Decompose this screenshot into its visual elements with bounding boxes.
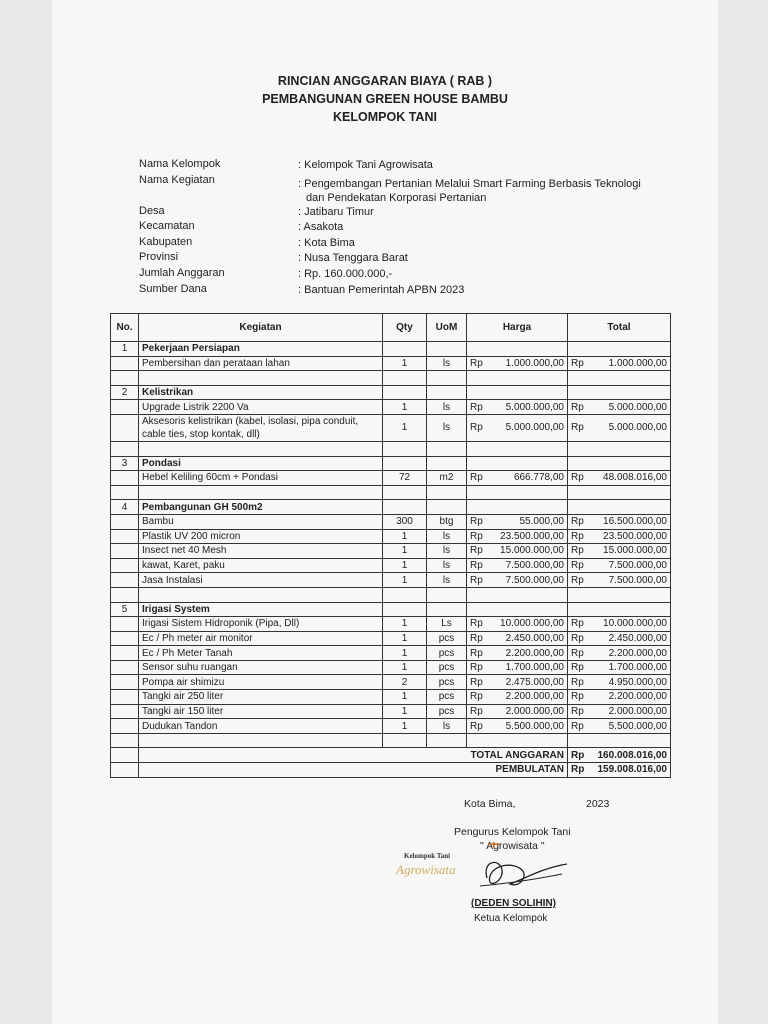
info-label-provinsi: Provinsi <box>139 251 179 263</box>
item-harga: 7.500.000,00 <box>495 558 568 573</box>
table-row <box>111 529 671 544</box>
table-cell-empty <box>427 371 467 386</box>
item-harga: 55.000,00 <box>495 514 568 529</box>
item-uom: pcs <box>427 660 467 675</box>
section-name: Kelistrikan <box>139 385 383 400</box>
table-row <box>111 414 671 441</box>
signer-role: Ketua Kelompok <box>474 913 548 924</box>
item-harga-currency: Rp <box>467 675 495 690</box>
table-cell-empty <box>467 385 568 400</box>
item-name: Tangki air 150 liter <box>139 704 383 719</box>
item-harga: 2.475.000,00 <box>495 675 568 690</box>
table-cell-empty <box>495 733 568 748</box>
table-cell-empty <box>427 733 467 748</box>
item-total-currency: Rp <box>568 558 592 573</box>
item-number <box>111 704 139 719</box>
section-number: 1 <box>111 342 139 357</box>
table-cell-empty <box>427 602 467 617</box>
table-cell-empty <box>139 587 383 602</box>
footer-org-line2: " Agrowisata " <box>480 840 545 852</box>
item-qty: 1 <box>383 690 427 705</box>
total-anggaran-label: TOTAL ANGGARAN <box>139 748 568 763</box>
item-harga: 10.000.000,00 <box>495 617 568 632</box>
document-page <box>52 0 718 1024</box>
table-cell-empty <box>592 733 671 748</box>
table-cell-empty <box>568 371 592 386</box>
table-cell-empty <box>427 500 467 515</box>
item-qty: 300 <box>383 514 427 529</box>
item-total: 5.500.000,00 <box>592 719 671 734</box>
section-name: Irigasi System <box>139 602 383 617</box>
item-name: Bambu <box>139 514 383 529</box>
table-row <box>111 719 671 734</box>
table-cell-empty <box>111 371 139 386</box>
item-number <box>111 660 139 675</box>
header-total: Total <box>568 314 671 342</box>
stamp-and-signature <box>382 840 572 900</box>
table-cell-empty <box>383 456 427 471</box>
stamp-line1: Kelompok Tani <box>404 852 451 860</box>
item-name: Dudukan Tandon <box>139 719 383 734</box>
table-cell-empty <box>568 500 671 515</box>
pembulatan-value: 159.008.016,00 <box>592 763 671 778</box>
table-cell-empty <box>568 441 592 456</box>
item-uom: pcs <box>427 646 467 661</box>
item-number <box>111 356 139 371</box>
table-cell-empty <box>383 441 427 456</box>
item-total: 10.000.000,00 <box>592 617 671 632</box>
item-total: 16.500.000,00 <box>592 514 671 529</box>
table-body <box>111 342 671 778</box>
info-label-jumlah-anggaran: Jumlah Anggaran <box>139 267 225 279</box>
table-cell-empty <box>427 587 467 602</box>
item-total: 1.700.000,00 <box>592 660 671 675</box>
info-label-nama-kegiatan: Nama Kegiatan <box>139 174 215 186</box>
section-number: 5 <box>111 602 139 617</box>
item-total-currency: Rp <box>568 529 592 544</box>
info-value-nama-kegiatan-cont: dan Pendekatan Korporasi Pertanian <box>306 192 487 204</box>
item-harga-currency: Rp <box>467 617 495 632</box>
item-number <box>111 646 139 661</box>
item-qty: 1 <box>383 631 427 646</box>
item-harga-currency: Rp <box>467 514 495 529</box>
item-total-currency: Rp <box>568 646 592 661</box>
item-total-currency: Rp <box>568 719 592 734</box>
item-number <box>111 690 139 705</box>
item-harga: 2.000.000,00 <box>495 704 568 719</box>
info-value-jumlah-anggaran: : Rp. 160.000.000,- <box>298 268 393 280</box>
item-uom: btg <box>427 514 467 529</box>
item-uom: Ls <box>427 617 467 632</box>
info-value-kabupaten: : Kota Bima <box>298 237 355 249</box>
item-total-currency: Rp <box>568 356 592 371</box>
item-qty: 1 <box>383 573 427 588</box>
info-label-sumber-dana: Sumber Dana <box>139 283 207 295</box>
item-qty: 1 <box>383 400 427 415</box>
item-harga: 2.200.000,00 <box>495 690 568 705</box>
table-row <box>111 631 671 646</box>
pembulatan-row <box>111 763 671 778</box>
item-uom: ls <box>427 414 467 441</box>
item-harga-currency: Rp <box>467 690 495 705</box>
item-total: 5.000.000,00 <box>592 414 671 441</box>
item-harga: 1.700.000,00 <box>495 660 568 675</box>
info-value-nama-kegiatan: : Pengembangan Pertanian Melalui Smart Farming Berbasis Teknologi <box>298 178 641 190</box>
item-number <box>111 529 139 544</box>
info-label-kabupaten: Kabupaten <box>139 236 193 248</box>
item-total: 5.000.000,00 <box>592 400 671 415</box>
item-qty: 72 <box>383 471 427 486</box>
info-value-desa: : Jatibaru Timur <box>298 206 374 218</box>
section-name: Pembangunan GH 500m2 <box>139 500 383 515</box>
table-cell-empty <box>568 385 671 400</box>
table-cell-empty <box>467 733 495 748</box>
item-name: Upgrade Listrik 2200 Va <box>139 400 383 415</box>
table-cell-empty <box>427 385 467 400</box>
item-qty: 1 <box>383 617 427 632</box>
header-harga: Harga <box>467 314 568 342</box>
item-uom: ls <box>427 529 467 544</box>
table-cell-empty <box>383 602 427 617</box>
item-total-currency: Rp <box>568 471 592 486</box>
item-total-currency: Rp <box>568 617 592 632</box>
item-name: kawat, Karet, paku <box>139 558 383 573</box>
table-cell-empty <box>383 587 427 602</box>
item-uom: ls <box>427 356 467 371</box>
table-row-section <box>111 500 671 515</box>
item-harga-currency: Rp <box>467 529 495 544</box>
info-label-desa: Desa <box>139 205 165 217</box>
header-no: No. <box>111 314 139 342</box>
table-row <box>111 544 671 559</box>
item-qty: 1 <box>383 704 427 719</box>
item-uom: ls <box>427 573 467 588</box>
item-harga-currency: Rp <box>467 414 495 441</box>
item-name: Sensor suhu ruangan <box>139 660 383 675</box>
table-row-section <box>111 456 671 471</box>
item-total-currency: Rp <box>568 573 592 588</box>
table-cell-empty <box>383 733 427 748</box>
item-number <box>111 471 139 486</box>
item-total: 4.950.000,00 <box>592 675 671 690</box>
item-harga-currency: Rp <box>467 356 495 371</box>
table-row <box>111 660 671 675</box>
table-row <box>111 675 671 690</box>
table-cell-empty <box>568 456 671 471</box>
table-row <box>111 558 671 573</box>
item-qty: 1 <box>383 529 427 544</box>
section-name: Pondasi <box>139 456 383 471</box>
item-total: 2.450.000,00 <box>592 631 671 646</box>
item-total: 15.000.000,00 <box>592 544 671 559</box>
item-total: 7.500.000,00 <box>592 558 671 573</box>
item-qty: 1 <box>383 719 427 734</box>
item-total-currency: Rp <box>568 631 592 646</box>
item-name: Jasa Instalasi <box>139 573 383 588</box>
item-harga: 23.500.000,00 <box>495 529 568 544</box>
section-number: 2 <box>111 385 139 400</box>
table-row <box>111 400 671 415</box>
item-qty: 1 <box>383 660 427 675</box>
table-row <box>111 514 671 529</box>
doc-title-line2: PEMBANGUNAN GREEN HOUSE BAMBU <box>262 92 508 106</box>
table-cell-empty <box>568 485 592 500</box>
header-qty: Qty <box>383 314 427 342</box>
total-anggaran-value: 160.008.016,00 <box>592 748 671 763</box>
total-anggaran-row <box>111 748 671 763</box>
item-total-currency: Rp <box>568 414 592 441</box>
table-cell-empty <box>427 485 467 500</box>
stamp-line2: Agrowisata <box>396 862 456 877</box>
section-name: Pekerjaan Persiapan <box>139 342 383 357</box>
info-value-sumber-dana: : Bantuan Pemerintah APBN 2023 <box>298 284 465 296</box>
table-cell-empty <box>592 485 671 500</box>
item-harga-currency: Rp <box>467 660 495 675</box>
item-total: 2.200.000,00 <box>592 646 671 661</box>
table-cell-empty <box>495 485 568 500</box>
table-cell-empty <box>592 371 671 386</box>
table-cell-empty <box>592 441 671 456</box>
item-harga: 5.000.000,00 <box>495 414 568 441</box>
item-qty: 1 <box>383 414 427 441</box>
item-name: Plastik UV 200 micron <box>139 529 383 544</box>
item-harga-currency: Rp <box>467 400 495 415</box>
item-total-currency: Rp <box>568 675 592 690</box>
doc-title-line1: RINCIAN ANGGARAN BIAYA ( RAB ) <box>277 74 493 88</box>
table-cell-empty <box>467 371 495 386</box>
total-anggaran-currency: Rp <box>568 748 592 763</box>
item-qty: 1 <box>383 646 427 661</box>
table-cell-empty <box>139 733 383 748</box>
item-harga: 2.450.000,00 <box>495 631 568 646</box>
table-cell-empty <box>467 485 495 500</box>
item-name: Pembersihan dan perataan lahan <box>139 356 383 371</box>
item-uom: m2 <box>427 471 467 486</box>
table-cell-empty <box>139 485 383 500</box>
table-cell-empty <box>383 385 427 400</box>
table-row-section <box>111 385 671 400</box>
table-cell-empty <box>467 441 495 456</box>
item-harga: 5.000.000,00 <box>495 400 568 415</box>
signer-name: (DEDEN SOLIHIN) <box>471 898 556 909</box>
item-harga: 7.500.000,00 <box>495 573 568 588</box>
table-cell-empty <box>111 733 139 748</box>
item-qty: 1 <box>383 558 427 573</box>
item-harga-currency: Rp <box>467 544 495 559</box>
footer-place: Kota Bima, <box>464 798 516 810</box>
table-row-spacer <box>111 441 671 456</box>
item-total: 23.500.000,00 <box>592 529 671 544</box>
item-harga-currency: Rp <box>467 471 495 486</box>
item-harga-currency: Rp <box>467 558 495 573</box>
item-uom: pcs <box>427 690 467 705</box>
item-name: Ec / Ph meter air monitor <box>139 631 383 646</box>
budget-table <box>110 313 671 778</box>
table-cell-empty <box>139 441 383 456</box>
table-cell-empty <box>495 441 568 456</box>
table-row-spacer <box>111 485 671 500</box>
table-row-section <box>111 342 671 357</box>
item-total-currency: Rp <box>568 690 592 705</box>
table-row <box>111 573 671 588</box>
table-row-spacer <box>111 587 671 602</box>
item-number <box>111 514 139 529</box>
table-row <box>111 356 671 371</box>
item-total-currency: Rp <box>568 544 592 559</box>
item-harga: 2.200.000,00 <box>495 646 568 661</box>
table-cell-empty <box>568 587 592 602</box>
table-row <box>111 704 671 719</box>
table-cell-empty <box>427 456 467 471</box>
item-name: Aksesoris kelistrikan (kabel, isolasi, pipa conduit, cable ties, stop kontak, dll) <box>139 414 383 441</box>
item-harga: 5.500.000,00 <box>495 719 568 734</box>
item-total-currency: Rp <box>568 660 592 675</box>
table-cell-empty <box>427 441 467 456</box>
item-harga-currency: Rp <box>467 573 495 588</box>
item-number <box>111 617 139 632</box>
item-total-currency: Rp <box>568 400 592 415</box>
item-number <box>111 558 139 573</box>
info-label-kecamatan: Kecamatan <box>139 220 195 232</box>
table-cell-empty <box>467 587 495 602</box>
table-cell-empty <box>568 602 671 617</box>
item-total: 7.500.000,00 <box>592 573 671 588</box>
item-qty: 1 <box>383 356 427 371</box>
item-number <box>111 400 139 415</box>
table-cell-empty <box>568 342 671 357</box>
item-name: Hebel Keliling 60cm + Pondasi <box>139 471 383 486</box>
info-value-provinsi: : Nusa Tenggara Barat <box>298 252 408 264</box>
item-total-currency: Rp <box>568 514 592 529</box>
item-number <box>111 631 139 646</box>
table-row-spacer <box>111 733 671 748</box>
item-number <box>111 719 139 734</box>
section-number: 4 <box>111 500 139 515</box>
header-uom: UoM <box>427 314 467 342</box>
table-cell-empty <box>427 342 467 357</box>
table-cell-empty <box>383 371 427 386</box>
item-qty: 2 <box>383 675 427 690</box>
table-cell-empty <box>383 342 427 357</box>
info-value-kecamatan: : Asakota <box>298 221 344 233</box>
table-cell-empty <box>383 500 427 515</box>
item-total: 2.200.000,00 <box>592 690 671 705</box>
table-cell-empty <box>467 602 568 617</box>
item-number <box>111 544 139 559</box>
item-total: 2.000.000,00 <box>592 704 671 719</box>
item-uom: ls <box>427 558 467 573</box>
item-uom: ls <box>427 544 467 559</box>
item-total: 48.008.016,00 <box>592 471 671 486</box>
table-cell-empty <box>467 456 568 471</box>
table-row-spacer <box>111 371 671 386</box>
item-uom: ls <box>427 400 467 415</box>
table-cell-empty <box>495 371 568 386</box>
info-value-nama-kelompok: : Kelompok Tani Agrowisata <box>298 159 433 171</box>
table-row <box>111 471 671 486</box>
item-number <box>111 414 139 441</box>
item-total: 1.000.000,00 <box>592 356 671 371</box>
item-qty: 1 <box>383 544 427 559</box>
table-cell-empty <box>111 587 139 602</box>
table-cell-empty <box>592 587 671 602</box>
item-name: Insect net 40 Mesh <box>139 544 383 559</box>
item-harga: 1.000.000,00 <box>495 356 568 371</box>
item-name: Pompa air shimizu <box>139 675 383 690</box>
table-header-row <box>111 314 671 342</box>
signature-scribble <box>486 862 567 884</box>
table-cell-empty <box>111 748 139 763</box>
table-row-section <box>111 602 671 617</box>
item-total-currency: Rp <box>568 704 592 719</box>
table-row <box>111 690 671 705</box>
item-harga-currency: Rp <box>467 719 495 734</box>
table-cell-empty <box>383 485 427 500</box>
table-cell-empty <box>111 485 139 500</box>
pembulatan-label: PEMBULATAN <box>139 763 568 778</box>
item-harga-currency: Rp <box>467 631 495 646</box>
section-number: 3 <box>111 456 139 471</box>
item-uom: pcs <box>427 675 467 690</box>
item-uom: pcs <box>427 704 467 719</box>
footer-org-line1: Pengurus Kelompok Tani <box>454 826 571 838</box>
pembulatan-currency: Rp <box>568 763 592 778</box>
table-cell-empty <box>111 763 139 778</box>
item-number <box>111 675 139 690</box>
item-uom: ls <box>427 719 467 734</box>
info-label-nama-kelompok: Nama Kelompok <box>139 158 221 170</box>
item-uom: pcs <box>427 631 467 646</box>
item-name: Tangki air 250 liter <box>139 690 383 705</box>
footer-year: 2023 <box>586 798 610 810</box>
item-harga: 15.000.000,00 <box>495 544 568 559</box>
table-row <box>111 646 671 661</box>
item-name: Irigasi Sistem Hidroponik (Pipa, Dll) <box>139 617 383 632</box>
doc-title-line3: KELOMPOK TANI <box>333 110 437 124</box>
table-cell-empty <box>111 441 139 456</box>
item-harga-currency: Rp <box>467 646 495 661</box>
item-harga-currency: Rp <box>467 704 495 719</box>
table-cell-empty <box>139 371 383 386</box>
table-cell-empty <box>495 587 568 602</box>
table-row <box>111 617 671 632</box>
stamp-mark <box>488 842 500 848</box>
item-name: Ec / Ph Meter Tanah <box>139 646 383 661</box>
header-kegiatan: Kegiatan <box>139 314 383 342</box>
table-cell-empty <box>467 500 568 515</box>
table-cell-empty <box>467 342 568 357</box>
item-harga: 666.778,00 <box>495 471 568 486</box>
table-cell-empty <box>568 733 592 748</box>
item-number <box>111 573 139 588</box>
